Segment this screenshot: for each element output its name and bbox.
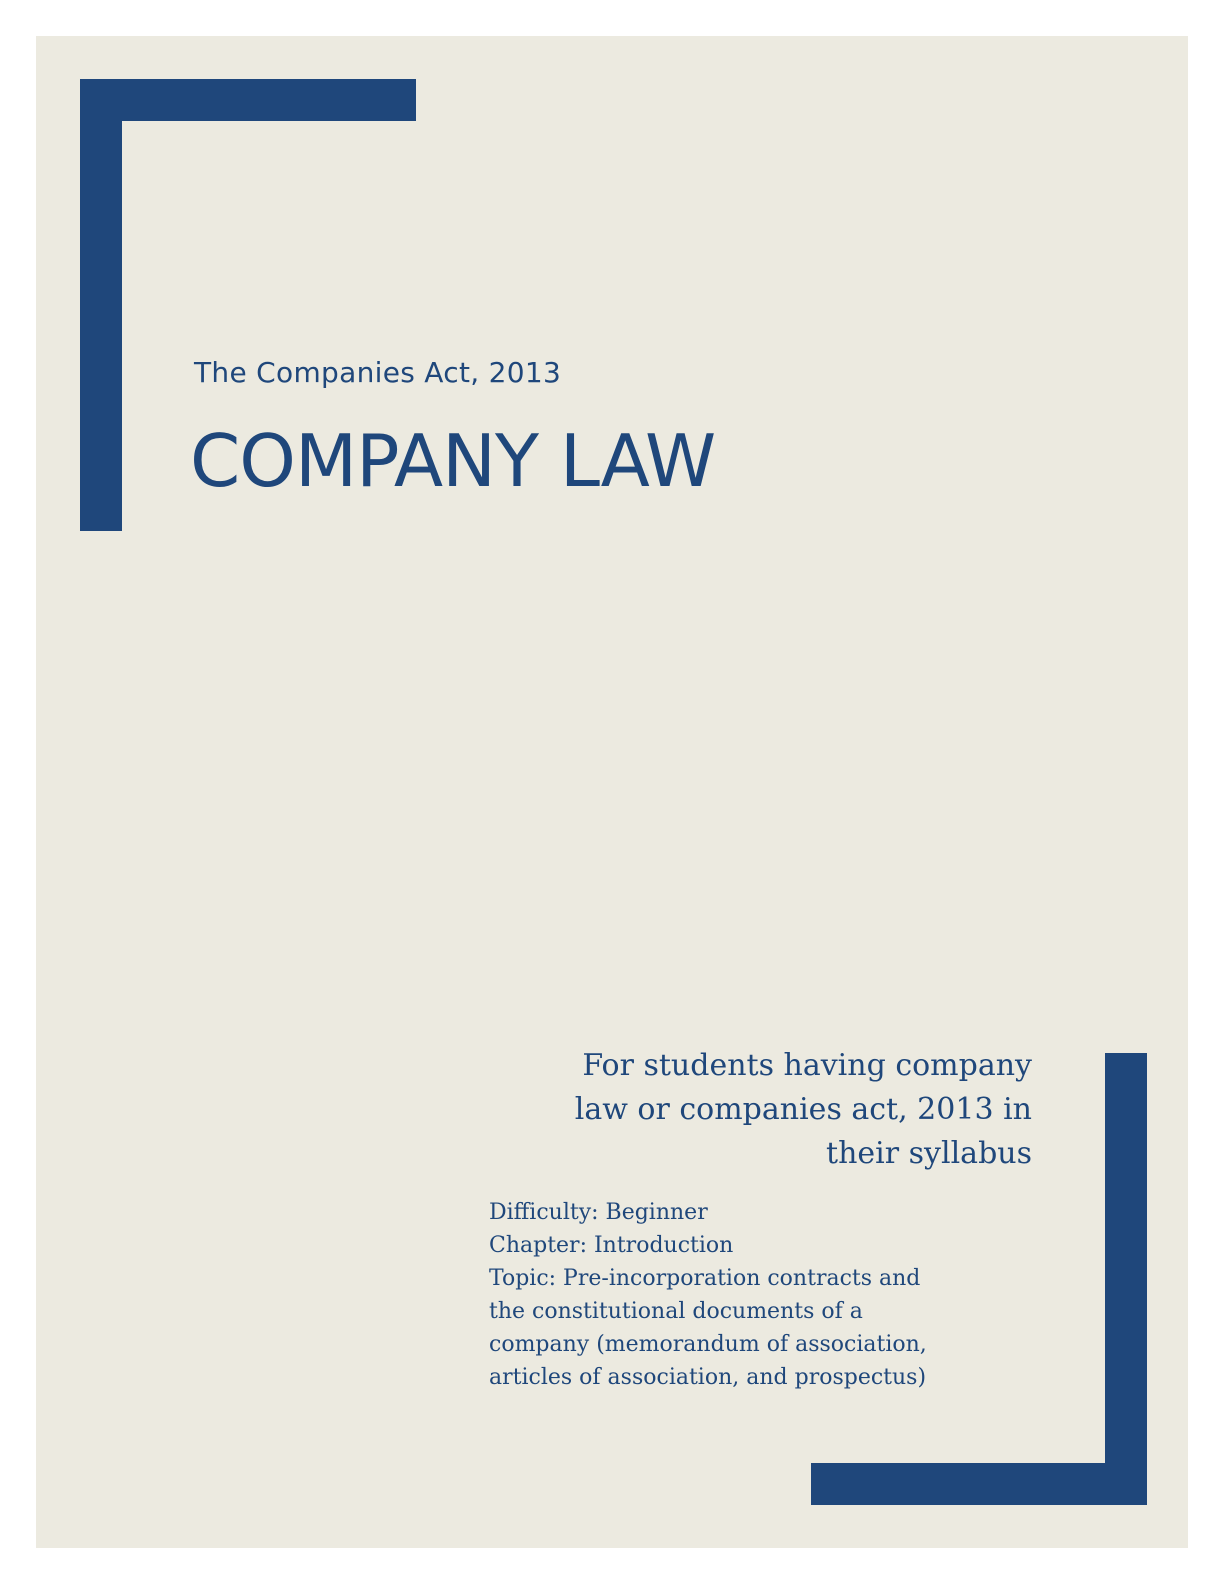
topic-line: the constitutional documents of a (489, 1299, 863, 1324)
topic-line: articles of association, and prospectus) (489, 1365, 927, 1390)
topic-line: company (memorandum of association, (489, 1332, 927, 1357)
course-details (489, 1196, 1029, 1394)
cover-subtitle: The Companies Act, 2013 (194, 356, 562, 389)
topic-line: Topic: Pre-incorporation contracts and (489, 1266, 921, 1291)
difficulty-line: Difficulty: Beginner (489, 1200, 708, 1225)
audience-line: their syllabus (826, 1136, 1032, 1171)
bottom-right-bracket-vertical (1105, 1053, 1147, 1505)
bottom-right-bracket-horizontal (811, 1463, 1147, 1505)
top-left-bracket-horizontal (80, 79, 416, 121)
audience-statement (520, 1044, 1032, 1176)
audience-line: law or companies act, 2013 in (574, 1092, 1032, 1127)
cover-title: COMPANY LAW (190, 419, 716, 503)
audience-line: For students having company (582, 1048, 1032, 1083)
chapter-line: Chapter: Introduction (489, 1233, 734, 1258)
top-left-bracket-vertical (80, 79, 122, 531)
